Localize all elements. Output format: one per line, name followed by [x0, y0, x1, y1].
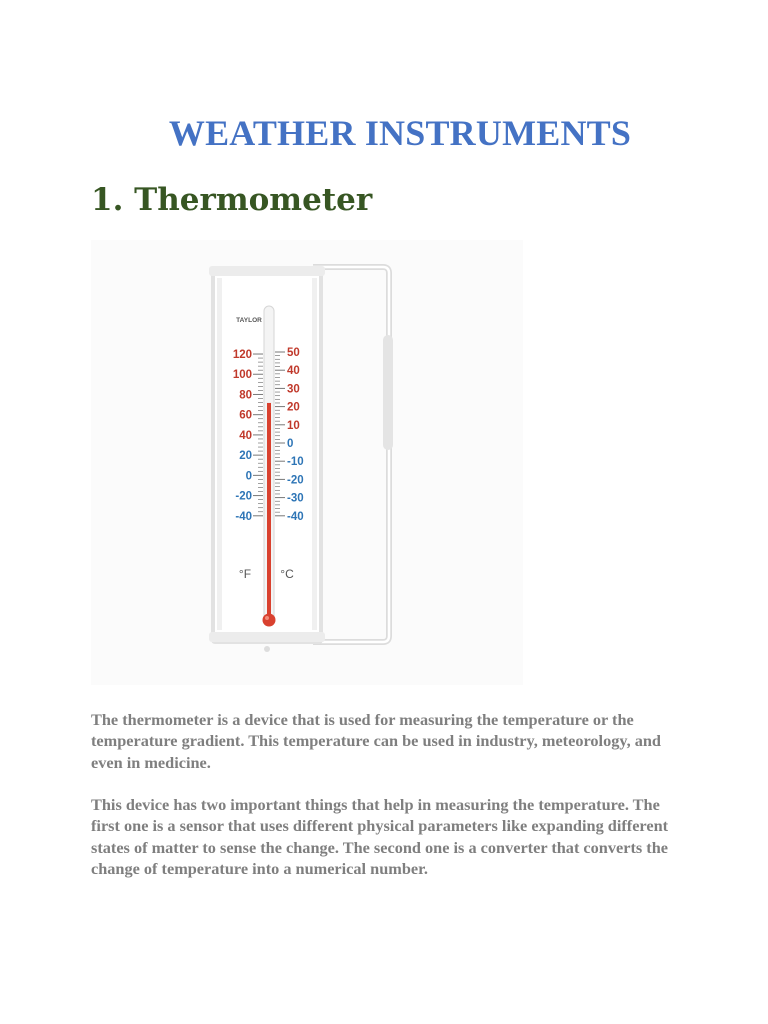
thermometer-image	[91, 240, 523, 685]
page-title: WEATHER INSTRUMENTS	[168, 113, 632, 153]
paragraph-thermometer-definition: The thermometer is a device that is used for measuring the temperature or the temperature gradient. This temperature can be used in industry, meteorology, and even in medicine.	[91, 710, 661, 772]
fahrenheit-label: -40	[235, 510, 252, 523]
section-heading-thermometer: 1. Thermometer	[91, 182, 373, 218]
celsius-label: -10	[287, 456, 304, 469]
fahrenheit-label: 40	[239, 429, 252, 442]
fahrenheit-label: 80	[239, 389, 252, 402]
celsius-label: -40	[287, 510, 304, 523]
fahrenheit-label: 120	[232, 349, 252, 362]
fahrenheit-label: 0	[245, 470, 252, 483]
celsius-label: 20	[287, 401, 300, 414]
thermometer-illustration	[91, 240, 523, 685]
fahrenheit-label: -20	[235, 490, 252, 503]
fahrenheit-unit-label: °F	[238, 567, 252, 581]
thermometer-bulb	[263, 614, 276, 627]
celsius-label: 50	[287, 347, 300, 359]
fahrenheit-label: 100	[232, 369, 252, 382]
celsius-label: -20	[287, 474, 304, 487]
celsius-label: 40	[287, 365, 300, 378]
mercury-column	[267, 403, 271, 618]
celsius-label: 30	[287, 383, 300, 396]
thermometer-brand-label: TAYLOR	[236, 317, 262, 324]
celsius-label: 10	[287, 419, 300, 432]
paragraph-thermometer-components: This device has two important things that help in measuring the temperature. The first one is a sensor that uses different physical parameters like expanding different states of matter to sense the change. The second one is a converter that converts the change of temperature into a numerical number.	[91, 795, 669, 879]
celsius-label: 0	[287, 438, 294, 450]
fahrenheit-label: 60	[239, 409, 252, 422]
fahrenheit-label: 20	[239, 450, 252, 463]
celsius-label: -30	[287, 492, 304, 505]
celsius-unit-label: °C	[280, 567, 294, 581]
